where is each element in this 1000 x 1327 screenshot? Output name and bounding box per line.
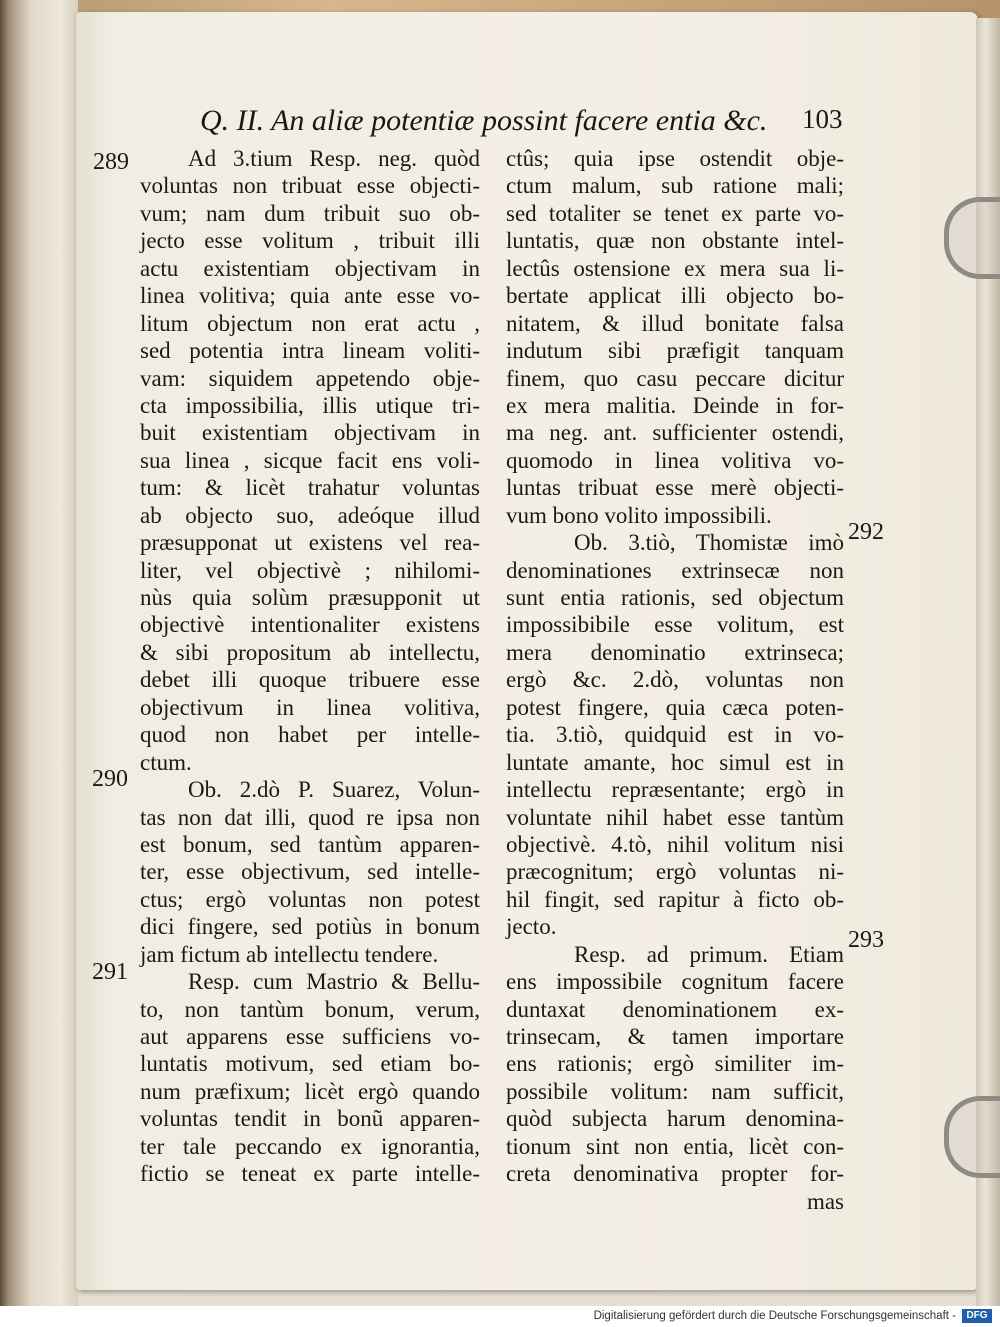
text-line: litum objectum non erat actu , — [140, 310, 480, 336]
text-line: possibile volitum: nam sufficit, — [506, 1078, 844, 1104]
text-line: vum; nam dum tribuit suo ob- — [140, 200, 480, 226]
text-line: ma neg. ant. sufficienter ostendi, — [506, 420, 844, 446]
text-line: quod non habet per intelle- — [140, 722, 480, 748]
text-line: hil fingit, sed rapitur à ficto ob- — [506, 886, 844, 912]
text-line: luntate amante, hoc simul est in — [506, 749, 844, 775]
text-line: Resp. cum Mastrio & Bellu- — [188, 969, 480, 995]
margin-number: 293 — [848, 927, 884, 953]
text-line: potest fingere, quia cæca poten- — [506, 694, 844, 720]
text-line: impossibibile esse volitum, est — [506, 612, 844, 638]
text-line: Resp. ad primum. Etiam — [574, 941, 844, 967]
text-line: voluntate nihil habet esse tantùm — [506, 804, 844, 830]
text-line: trinsecam, & tamen importare — [506, 1024, 844, 1049]
text-line: tionum sint non entia, licèt con- — [506, 1133, 844, 1159]
text-line: voluntas non tribuat esse objecti- — [140, 173, 480, 199]
text-line: objectivum in linea volitiva, — [140, 694, 480, 720]
text-line: fictio se teneat ex parte intelle- — [140, 1161, 480, 1187]
text-line: & sibi propositum ab intellectu, — [140, 639, 480, 665]
text-line: buit existentiam objectivam in — [140, 420, 480, 446]
text-line: præcognitum; ergò voluntas ni- — [506, 859, 844, 885]
text-line: ctus; ergò voluntas non potest — [140, 886, 480, 912]
text-line: indutum sibi præfigit tanquam — [506, 338, 844, 364]
text-line: ctûs; quia ipse ostendit obje- — [506, 146, 844, 171]
text-line: quomodo in linea volitiva vo- — [506, 447, 844, 473]
text-line: ens impossibile cognitum facere — [506, 969, 844, 995]
text-line: bertate applicat illi objecto bo- — [506, 283, 844, 309]
funding-credit: Digitalisierung gefördert durch die Deutsche Forschungsgemeinschaft - — [593, 1310, 956, 1322]
page-number: 103 — [802, 104, 843, 134]
text-line: sua linea , sicque facit ens voli- — [140, 447, 480, 473]
text-line: vum bono volito impossibili. — [506, 502, 772, 528]
text-line: denominationes extrinsecæ non — [506, 557, 844, 583]
text-line: quòd subjecta harum denomina- — [506, 1106, 844, 1132]
text-line: vam: siquidem appetendo obje- — [140, 365, 480, 391]
text-line: liter, vel objectivè ; nihilomi- — [140, 557, 480, 583]
text-line: ter, esse objectivum, sed intelle- — [140, 859, 480, 885]
text-line: luntatis, quæ non obstante intel- — [506, 228, 844, 254]
footer-bar — [0, 1306, 1000, 1327]
text-line: Ad 3.tium Resp. neg. quòd — [188, 146, 480, 171]
text-line: ens rationis; ergò similiter im- — [506, 1051, 844, 1077]
margin-number: 290 — [92, 766, 128, 792]
running-header — [200, 104, 850, 144]
text-line: luntas tribuat esse merè objecti- — [506, 475, 844, 501]
text-line: jecto esse volitum , tribuit illi — [140, 228, 480, 254]
text-line: to, non tantùm bonum, verum, — [140, 996, 480, 1022]
text-line: linea volitiva; quia ante esse vo- — [140, 283, 480, 309]
text-column-right — [506, 145, 844, 1215]
text-line: objectivè. 4.tò, nihil volitum nisi — [506, 831, 844, 857]
text-line: ctum. — [140, 749, 192, 775]
text-line: nùs quia solùm præsupponit ut — [140, 585, 480, 610]
text-line: voluntas tendit in bonũ apparen- — [140, 1106, 480, 1132]
bleed-through-text — [150, 1176, 850, 1226]
page-clip-bottom — [944, 1096, 1000, 1178]
text-line: mera denominatio extrinseca; — [506, 639, 844, 665]
margin-number: 292 — [848, 519, 884, 545]
left-page-fragment — [8, 330, 30, 950]
page-clip-top — [944, 197, 1000, 279]
text-line: tia. 3.tiò, quidquid est in vo- — [506, 722, 844, 748]
text-line: debet illi quoque tribuere esse — [140, 667, 480, 693]
text-line: num præfixum; licèt ergò quando — [140, 1078, 480, 1104]
margin-number: 291 — [92, 959, 128, 985]
text-line: ter tale peccando ex ignorantia, — [140, 1133, 480, 1159]
text-line: ab objecto suo, adeóque illud — [140, 502, 480, 528]
text-line: luntatis motivum, sed etiam bo- — [140, 1051, 480, 1077]
text-line: nitatem, & illud bonitate falsa — [506, 310, 844, 336]
text-line: tas non dat illi, quod re ipsa non — [140, 804, 480, 830]
text-line: creta denominativa propter for- — [506, 1161, 844, 1187]
text-line: finem, quo casu peccare dicitur — [506, 365, 844, 391]
text-line: Ob. 2.dò P. Suarez, Volun- — [188, 777, 480, 803]
text-line: intellectu repræsentante; ergò in — [506, 777, 844, 803]
text-line: aut apparens esse sufficiens vo- — [140, 1024, 480, 1049]
dfg-logo: DFG — [962, 1309, 992, 1323]
text-line: sed totaliter se tenet ex parte vo- — [506, 200, 844, 226]
left-page-edge — [0, 0, 78, 1306]
text-line: præsupponat ut existens vel rea- — [140, 530, 480, 556]
text-line: duntaxat denominationem ex- — [506, 996, 844, 1022]
catchword: mas — [806, 1188, 844, 1214]
text-line: actu existentiam objectivam in — [140, 255, 480, 281]
text-line: tum: & licèt trahatur voluntas — [140, 475, 480, 501]
text-line: Ob. 3.tiò, Thomistæ imò — [574, 530, 844, 556]
running-title: Q. II. An aliæ potentiæ possint facere entia &c. — [200, 104, 768, 137]
text-line: objectivè intentionaliter existens — [140, 612, 480, 638]
text-line: ctum malum, sub ratione mali; — [506, 173, 844, 199]
text-line: lectûs ostensione ex mera sua li- — [506, 255, 844, 281]
text-line: jecto. — [506, 914, 557, 940]
text-line: cta impossibilia, illis utique tri- — [140, 392, 480, 418]
text-line: ergò &c. 2.dò, voluntas non — [506, 667, 844, 693]
text-column-left — [140, 145, 480, 1188]
text-line: est bonum, sed tantùm apparen- — [140, 831, 480, 857]
margin-number: 289 — [93, 149, 129, 175]
text-line: jam fictum ab intellectu tendere. — [140, 941, 439, 967]
text-line: dici fingere, sed potiùs in bonum — [140, 914, 480, 940]
text-line: ex mera malitia. Deinde in for- — [506, 392, 844, 418]
text-line: sed potentia intra lineam voliti- — [140, 338, 480, 364]
text-line: sunt entia rationis, sed objectum — [506, 585, 844, 610]
